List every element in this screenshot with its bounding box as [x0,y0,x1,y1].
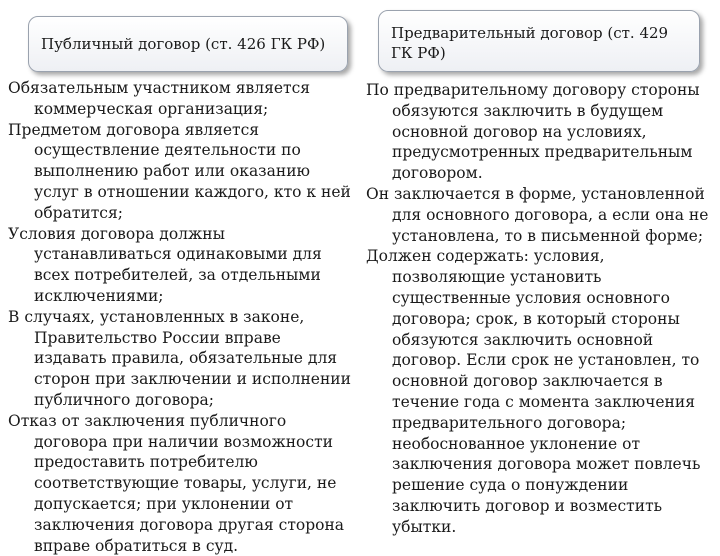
public-contract-paragraph: Обязательным участником является коммерческая организация; [8,79,311,118]
preliminary-contract-paragraph: Должен содержать: условия, позволяющие установить существенные условия основного договора; срок, в который стороны обязуются заключить основной договор. Если срок не установлен, то основной договор заключается в течение года с момента заключения предварительного договора; необоснованное уклонение от заключения договора может повлечь решение суда о понуждении заключить договор и возместить убытки. [366,247,701,536]
public-contract-header [28,16,348,72]
public-contract-paragraph: Предметом договора является осуществление деятельности по выполнению работ или оказанию услуг в отношении каждого, кто к ней обратится; [8,120,351,222]
preliminary-contract-title: Предварительный договор (ст. 429 ГК РФ) [391,24,669,62]
public-contract-paragraph: Условия договора должны устанавливаться одинаковыми для всех потребителей, за отдельными исключениями; [8,224,322,305]
preliminary-contract-column [366,80,712,538]
preliminary-contract-header [378,10,700,72]
public-contract-paragraph: Отказ от заключения публичного договора при наличии возможности предоставить потребителю соответствующие товары, услуги, не допускается; при уклонении от заключения договора другая сторона вправе обратиться в суд. [8,411,345,555]
preliminary-contract-paragraph: Он заключается в форме, установленной для основного договора, а если она не установлена, то в письменной форме; [366,184,709,245]
public-contract-column [8,78,356,556]
public-contract-paragraph: В случаях, установленных в законе, Правительство России вправе издавать правила, обязательные для сторон при заключении и исполнении публичного договора; [8,307,351,409]
public-contract-title: Публичный договор (ст. 426 ГК РФ) [41,35,326,53]
preliminary-contract-paragraph: По предварительному договору стороны обязуются заключить в будущем основной договор на условиях, предусмотренных предварительным договором. [366,81,700,183]
